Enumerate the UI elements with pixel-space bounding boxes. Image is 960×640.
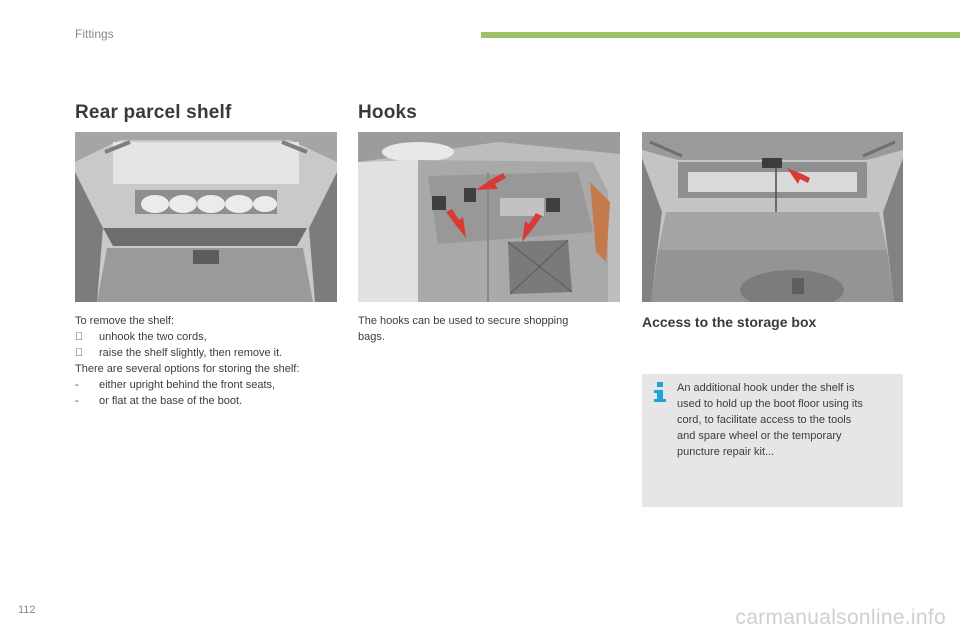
info-text-line: An additional hook under the shelf is (677, 382, 855, 394)
info-text-line: puncture repair kit... (677, 446, 775, 458)
storage-title: Access to the storage box (642, 314, 817, 330)
page-number: 112 (18, 604, 36, 616)
rear-shelf-option-text: either upright behind the front seats, (99, 379, 276, 391)
rear-shelf-option-1 (75, 377, 345, 393)
hooks-title: Hooks (358, 102, 418, 123)
rear-shelf-option-text: or flat at the base of the boot. (99, 395, 243, 407)
info-text (677, 380, 892, 460)
boot-hooks-photo (358, 132, 620, 302)
hooks-text-line: bags. (358, 331, 385, 343)
hooks-text (358, 313, 620, 345)
dash-marker: - (75, 395, 79, 407)
rear-shelf-step-text: unhook the two cords, (99, 331, 207, 343)
watermark: carmanualsonline.info (735, 606, 946, 629)
rear-shelf-intro: To remove the shelf: (75, 315, 175, 327)
rear-shelf-step-2 (75, 345, 345, 361)
rear-shelf-step-1 (75, 329, 345, 345)
hooks-text-line: The hooks can be used to secure shopping (358, 315, 569, 327)
dash-marker: - (75, 379, 79, 391)
info-text-line: cord, to facilitate access to the tools (677, 414, 852, 426)
info-text-line: and spare wheel or the temporary (677, 430, 842, 442)
bullet-marker (75, 345, 99, 361)
section-accent-bar (481, 32, 960, 38)
car-boot-parcel-shelf-photo (75, 132, 337, 302)
info-icon (652, 382, 668, 402)
info-text-line: used to hold up the boot floor using its (677, 398, 863, 410)
rear-shelf-option-2 (75, 393, 345, 409)
rear-shelf-options-intro: There are several options for storing the shelf: (75, 363, 300, 375)
bullet-marker (75, 329, 99, 345)
info-box (642, 374, 903, 507)
rear-shelf-text (75, 313, 345, 409)
rear-shelf-step-text: raise the shelf slightly, then remove it. (99, 347, 283, 359)
section-label: Fittings (75, 27, 114, 41)
rear-shelf-title: Rear parcel shelf (75, 102, 232, 123)
storage-hook-photo (642, 132, 903, 302)
